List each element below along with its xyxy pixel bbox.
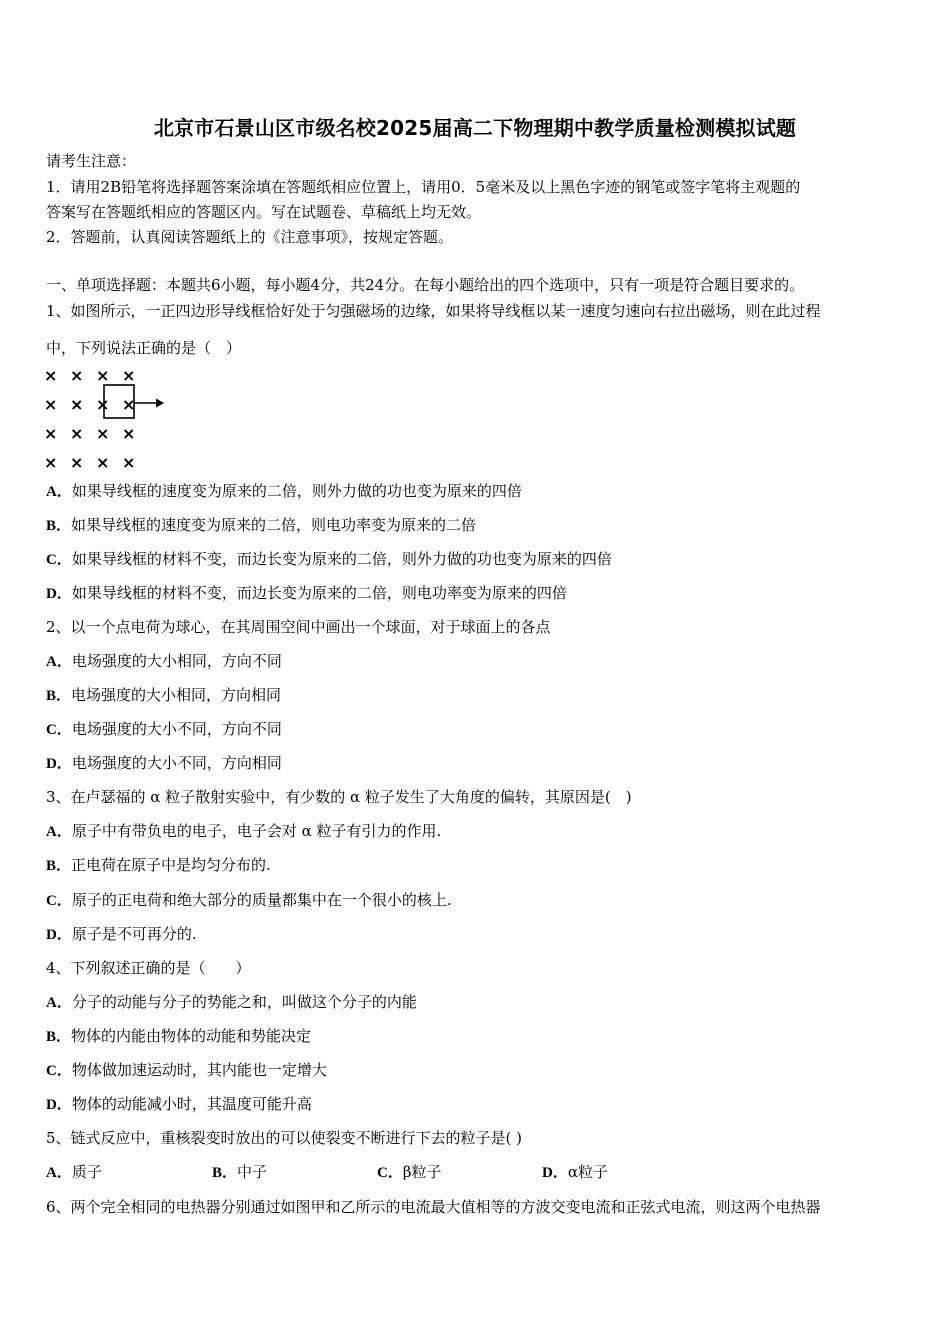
q1-option-a: A．如果导线框的速度变为原来的二倍，则外力做的功也变为原来的四倍 [46, 482, 522, 500]
field-cross-mark: × [70, 424, 84, 443]
q4-option-b: B．物体的内能由物体的动能和势能决定 [46, 1027, 312, 1045]
field-cross-mark: × [44, 424, 58, 443]
q1-option-b: B．如果导线框的速度变为原来的二倍，则电功率变为原来的二倍 [46, 516, 477, 534]
q2-option-b: B．电场强度的大小相同，方向相同 [46, 686, 282, 704]
q2-stem: 2、以一个点电荷为球心，在其周围空间中画出一个球面，对于球面上的各点 [46, 618, 551, 636]
velocity-arrow-head-icon [156, 399, 164, 408]
field-cross-mark: × [96, 366, 110, 385]
q4-option-a: A．分子的动能与分子的势能之和，叫做这个分子的内能 [46, 993, 417, 1011]
q4-option-d: D．物体的动能减小时，其温度可能升高 [46, 1095, 312, 1113]
field-cross-mark: × [122, 453, 136, 472]
q3-option-a: A．原子中有带负电的电子，电子会对 α 粒子有引力的作用. [46, 822, 442, 840]
field-cross-mark: × [122, 395, 136, 414]
field-cross-mark: × [96, 395, 110, 414]
field-cross-mark: × [70, 366, 84, 385]
q5-option-d: D．α粒子 [542, 1163, 608, 1181]
field-cross-mark: × [44, 453, 58, 472]
notice-line-2: 答案写在答题纸相应的答题区内。写在试题卷、草稿纸上均无效。 [46, 203, 482, 221]
field-cross-mark: × [70, 453, 84, 472]
q4-option-c: C．物体做加速运动时，其内能也一定增大 [46, 1061, 327, 1079]
q3-stem: 3、在卢瑟福的 α 粒子散射实验中，有少数的 α 粒子发生了大角度的偏转，其原因是( ) [46, 788, 632, 806]
page-title: 北京市石景山区市级名校2025届高二下物理期中教学质量检测模拟试题 [153, 116, 797, 140]
magnetic-field-figure [44, 364, 174, 476]
notice-heading: 请考生注意： [46, 152, 137, 170]
q3-option-d: D．原子是不可再分的. [46, 925, 197, 943]
q1-option-d: D．如果导线框的材料不变，而边长变为原来的二倍，则电功率变为原来的四倍 [46, 584, 567, 602]
q2-option-c: C．电场强度的大小不同，方向不同 [46, 720, 282, 738]
q4-stem: 4、下列叙述正确的是（ ） [46, 959, 251, 977]
q6-stem: 6、两个完全相同的电热器分别通过如图甲和乙所示的电流最大值相等的方波交变电流和正弦式电流，则这两个电热器 [46, 1198, 821, 1216]
field-cross-mark: × [96, 453, 110, 472]
q1-option-c: C．如果导线框的材料不变，而边长变为原来的二倍，则外力做的功也变为原来的四倍 [46, 550, 612, 568]
q2-option-a: A．电场强度的大小相同，方向不同 [46, 652, 282, 670]
q1-stem-line-2: 中，下列说法正确的是（ ） [46, 339, 242, 357]
field-cross-mark: × [122, 424, 136, 443]
q5-option-c: C．β粒子 [377, 1163, 442, 1181]
notice-line-1: 1．请用2B铅笔将选择题答案涂填在答题纸相应位置上，请用0．5毫米及以上黑色字迹的钢笔或签字笔将主观题的 [46, 178, 801, 196]
q5-option-b: B．中子 [212, 1163, 268, 1181]
q5-option-a: A．质子 [46, 1163, 102, 1181]
q1-stem-line-1: 1、如图所示，一正四边形导线框恰好处于匀强磁场的边缘，如果将导线框以某一速度匀速向右拉出磁场，则在此过程 [46, 302, 821, 320]
field-cross-mark: × [44, 395, 58, 414]
field-cross-mark: × [70, 395, 84, 414]
q2-option-d: D．电场强度的大小不同，方向相同 [46, 754, 282, 772]
field-cross-mark: × [122, 366, 136, 385]
q3-option-b: B．正电荷在原子中是均匀分布的. [46, 856, 271, 874]
q3-option-c: C．原子的正电荷和绝大部分的质量都集中在一个很小的核上. [46, 891, 452, 909]
q5-stem: 5、链式反应中，重核裂变时放出的可以使裂变不断进行下去的粒子是( ) [46, 1129, 523, 1147]
field-cross-mark: × [96, 424, 110, 443]
section-heading: 一、单项选择题：本题共6小题，每小题4分，共24分。在每小题给出的四个选项中，只有一项是符合题目要求的。 [46, 276, 805, 294]
notice-line-3: 2．答题前，认真阅读答题纸上的《注意事项》，按规定答题。 [46, 228, 454, 246]
field-cross-mark: × [44, 366, 58, 385]
